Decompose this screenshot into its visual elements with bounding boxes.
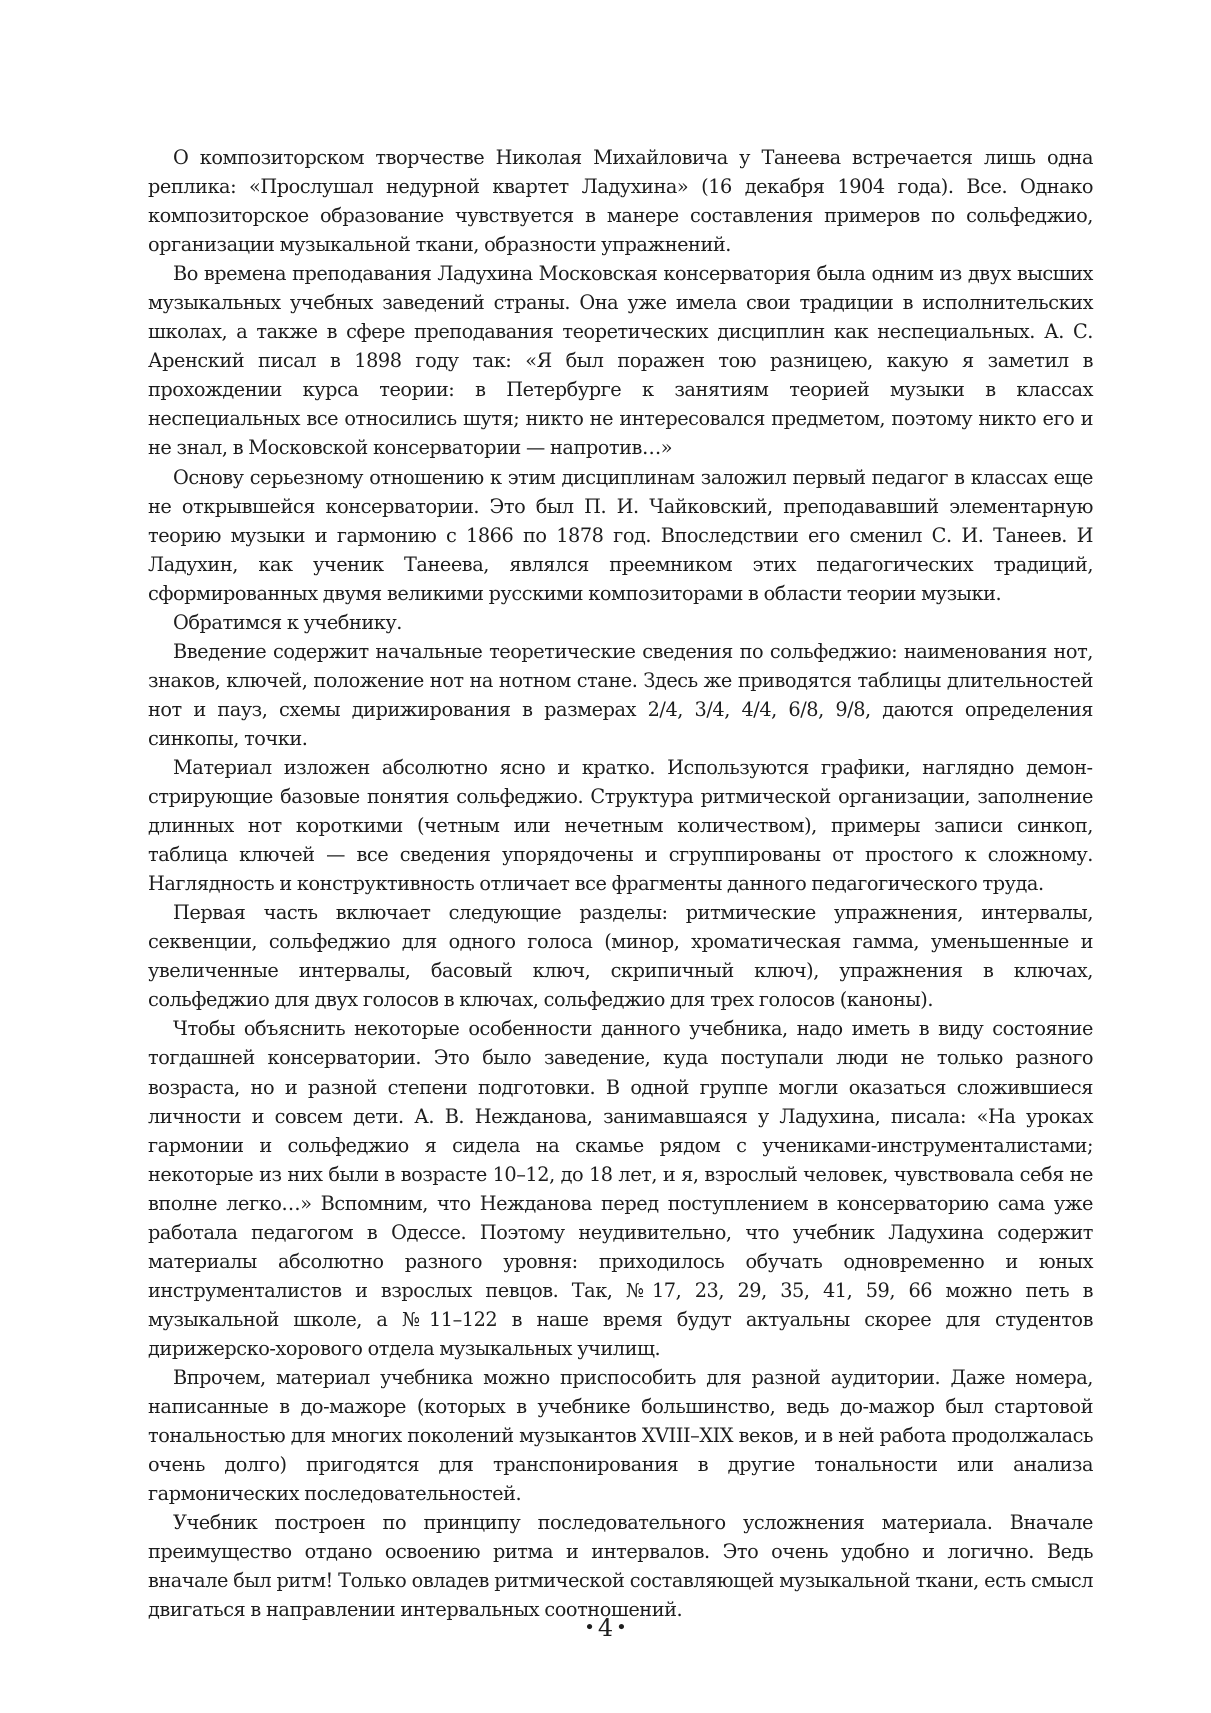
main-text [148,143,1093,1624]
paragraph-9: Впрочем, материал учебника можно приспособить для разной аудитории. Даже номера, написанные в до-мажоре (которых в учебнике большинство, ведь до-мажор был стартовой тональностью для многих поколений музыкантов XVIII–XIX веков, и в ней работа продолжалась очень долго) пригодятся для транспонирования в другие тональности или анализа гармонических последовательностей. [148,1365,1093,1506]
bullet-left: • [584,1617,595,1638]
paragraph-6: Материал изложен абсолютно ясно и кратко. Используются графики, наглядно демонстрирующие базовые понятия сольфеджио. Структура ритмической организации, заполнение длинных нот короткими (четным или нечетным количеством), примеры записи синкоп, таблица ключей — все сведения упорядочены и сгруппированы от простого к сложному. Наглядность и конструктивность отличает все фрагменты данного педагогического труда. [148,755,1093,896]
paragraph-4: Обратимся к учебнику. [173,610,402,634]
paragraph-7: Первая часть включает следующие разделы: ритмические упражнения, интервалы, секвенции, сольфеджио для одного голоса (минор, хроматическая гамма, уменьшенные и увеличенные интервалы, басовый ключ, скрипичный ключ), упражнения в ключах, сольфеджио для двух голосов в ключах, сольфеджио для трех голосов (каноны). [148,901,1093,1012]
paragraph-1: О композиторском творчестве Николая Михайловича у Танеева встречается лишь одна реплика: «Прослушал недурной квартет Ладухина» (16 декабря 1904 года). Все. Однако композиторское образование чувствуется в манере составления примеров по сольфеджио, организации музыкальной ткани, образности упражнений. [148,146,1093,257]
paragraph-8: Чтобы объяснить некоторые особенности данного учебника, надо иметь в виду состояние тогдашней консерватории. Это было заведение, куда поступали люди не только разного возраста, но и разной степени подготовки. В одной группе могли оказаться сложившиеся личности и совсем дети. А. В. Нежданова, занимавшаяся у Ладухина, писала: «На уроках гармонии и сольфеджио я сидела на скамье рядом с учениками-инструменталистами; некоторые из них были в возрасте 10–12, до 18 лет, и я, взрослый человек, чувствовала себя не вполне легко…» Вспомним, что Нежданова перед поступлением в консерваторию сама уже работала педагогом в Одессе. Поэтому неудивительно, что учебник Ладухина содержит материалы абсолютно разного уровня: приходилось обучать одновременно и юных инструменталистов и взрослых певцов. Так, №17, 23, 29, 35, 41, 59, 66 можно петь в музыкальной школе, а №11–122 в наше время будут актуальны скорее для студентов дирижерско-хорового отдела музыкальных училищ. [148,1017,1093,1360]
page-number-value: 4 [597,1614,614,1642]
page-number [0,1614,1211,1642]
paragraph-3: Основу серьезному отношению к этим дисциплинам заложил первый педагог в классах еще не открывшейся консерватории. Это был П. И. Чайковский, преподававший элементарную теорию музыки и гармонию с 1866 по 1878 год. Впоследствии его сменил С. И. Танеев. И Ладухин, как ученик Танеева, являлся преемником этих педагогических традиций, сформированных двумя великими русскими композиторами в области теории музыки. [148,465,1093,605]
paragraph-5: Введение содержит начальные теоретические сведения по сольфеджио: наименования нот, знаков, ключей, положение нот на нотном стане. Здесь же приводятся таблицы длительностей нот и пауз, схемы дирижирования в размерах 2/4, 3/4, 4/4, 6/8, 9/8, даются определения синкопы, точки. [148,639,1093,750]
paragraph-2: Во времена преподавания Ладухина Московская консерватория была одним из двух высших музыкальных учебных заведений страны. Она уже имела свои традиции в исполнительских школах, а также в сфере преподавания теоретических дисциплин как неспециальных. А. С. Аренский писал в 1898 году так: «Я был поражен тою разницею, какую я заметил в прохождении курса теории: в Петербурге к занятиям теорией музыки в классах неспециальных все относились шутя; никто не интересовался предметом, поэтому никто его и не знал, в Московской консерватории — напротив…» [148,262,1093,460]
bullet-right: • [616,1617,627,1638]
paragraph-10: Учебник построен по принципу последовательного усложнения материала. Вначале преимущество отдано освоению ритма и интервалов. Это очень удобно и логично. Ведь вначале был ритм! Только овладев ритмической составляющей музыкальной ткани, есть смысл двигаться в направлении интервальных соотношений. [148,1511,1093,1622]
